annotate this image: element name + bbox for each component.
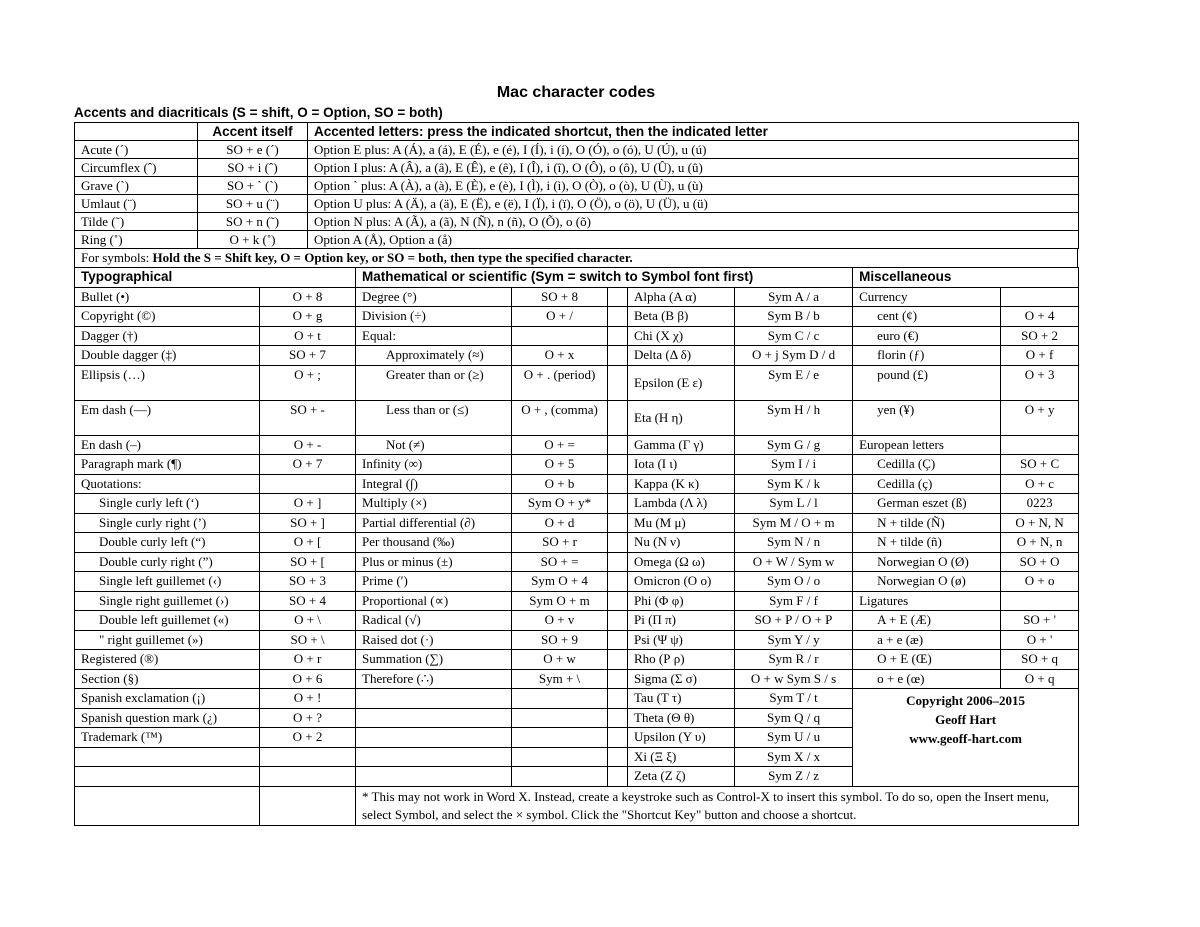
math-name: Infinity (∞) [356, 455, 512, 475]
typo-name: " right guillemet (») [75, 630, 260, 650]
greek-name: Theta (Θ θ) [628, 708, 735, 728]
misc-shortcut: SO + 2 [1001, 326, 1079, 346]
greek-name: Chi (Χ χ) [628, 326, 735, 346]
math-spacer [608, 346, 628, 366]
symbols-header-cell: Typographical [75, 268, 356, 288]
math-name [356, 747, 512, 767]
footnote-row [75, 786, 1079, 825]
misc-name: N + tilde (ñ) [853, 533, 1001, 553]
math-shortcut [512, 767, 608, 787]
typo-name: Double curly right (”) [75, 552, 260, 572]
misc-name: A + E (Æ) [853, 611, 1001, 631]
symbol-row [75, 552, 1079, 572]
math-name: Prime (′) [356, 572, 512, 592]
typo-shortcut [260, 767, 356, 787]
misc-shortcut: O + c [1001, 474, 1079, 494]
misc-name: Norwegian O (Ø) [853, 552, 1001, 572]
typo-name: En dash (–) [75, 435, 260, 455]
greek-name: Kappa (Κ κ) [628, 474, 735, 494]
typo-name: Dagger (†) [75, 326, 260, 346]
symbol-row [75, 346, 1079, 366]
document-page [74, 82, 1078, 826]
math-shortcut: Sym O + m [512, 591, 608, 611]
greek-shortcut: O + W / Sym w [735, 552, 853, 572]
greek-name: Beta (Β β) [628, 307, 735, 327]
misc-name: German eszet (ß) [853, 494, 1001, 514]
misc-name: Currency [853, 287, 1001, 307]
footnote: * This may not work in Word X. Instead, create a keystroke such as Control-X to insert this symbol. To do so, open the Insert menu, select Symbol, and select the × symbol. Click the "Shortcut Key" button and choose a shortcut. [356, 786, 1079, 825]
math-spacer [608, 689, 628, 709]
math-name: Plus or minus (±) [356, 552, 512, 572]
typo-name: Spanish exclamation (¡) [75, 689, 260, 709]
greek-name: Epsilon (Ε ε) [628, 365, 735, 400]
math-shortcut: SO + = [512, 552, 608, 572]
math-name: Therefore (∴) [356, 669, 512, 689]
symbols-intro-bold: Hold the S = Shift key, O = Option key, or SO = both, then type the specified character. [152, 250, 633, 265]
symbols-header-cell: Mathematical or scientific (Sym = switch to Symbol font first) [356, 268, 853, 288]
accent-name: Grave (`) [75, 177, 198, 195]
math-name [356, 767, 512, 787]
math-shortcut: O + / [512, 307, 608, 327]
symbol-row [75, 630, 1079, 650]
typo-shortcut: SO + \ [260, 630, 356, 650]
greek-name: Lambda (Λ λ) [628, 494, 735, 514]
math-spacer [608, 630, 628, 650]
misc-name: N + tilde (Ñ) [853, 513, 1001, 533]
math-name: Equal: [356, 326, 512, 346]
math-shortcut: O + d [512, 513, 608, 533]
math-shortcut [512, 708, 608, 728]
typo-shortcut: O + 2 [260, 728, 356, 748]
math-spacer [608, 307, 628, 327]
accents-header-cell: Accent itself [198, 123, 308, 141]
greek-shortcut: Sym A / a [735, 287, 853, 307]
misc-shortcut: O + N, N [1001, 513, 1079, 533]
typo-name: Section (§) [75, 669, 260, 689]
typo-shortcut: O + ? [260, 708, 356, 728]
typo-shortcut: SO + 7 [260, 346, 356, 366]
accent-row [75, 213, 1079, 231]
greek-name: Phi (Φ φ) [628, 591, 735, 611]
greek-shortcut: Sym C / c [735, 326, 853, 346]
greek-name: Upsilon (Υ υ) [628, 728, 735, 748]
misc-shortcut: O + y [1001, 400, 1079, 435]
greek-shortcut: Sym I / i [735, 455, 853, 475]
typo-shortcut: SO + [ [260, 552, 356, 572]
accent-name: Circumflex (ˆ) [75, 159, 198, 177]
misc-shortcut: SO + ' [1001, 611, 1079, 631]
accent-shortcut: O + k (˚) [198, 231, 308, 249]
greek-shortcut: Sym R / r [735, 650, 853, 670]
accented-letters: Option U plus: A (Ä), a (ä), E (Ë), e (ë), I (Ï), i (ï), O (Ö), o (ö), U (Ü), u (ü) [308, 195, 1079, 213]
accent-shortcut: SO + i (ˆ) [198, 159, 308, 177]
math-spacer [608, 400, 628, 435]
symbol-row [75, 591, 1079, 611]
misc-shortcut [1001, 435, 1079, 455]
math-spacer [608, 650, 628, 670]
greek-shortcut: Sym E / e [735, 365, 853, 400]
symbol-row [75, 474, 1079, 494]
math-spacer [608, 767, 628, 787]
greek-name: Iota (Ι ι) [628, 455, 735, 475]
accents-header-cell: Accented letters: press the indicated shortcut, then the indicated letter [308, 123, 1079, 141]
misc-name: a + e (æ) [853, 630, 1001, 650]
accent-name: Tilde (˜) [75, 213, 198, 231]
typo-shortcut: O + ; [260, 365, 356, 400]
typo-name: Double curly left (“) [75, 533, 260, 553]
typo-name: Double left guillemet («) [75, 611, 260, 631]
math-shortcut: Sym O + y* [512, 494, 608, 514]
typo-shortcut: O + t [260, 326, 356, 346]
math-name: Radical (√) [356, 611, 512, 631]
math-shortcut: O + , (comma) [512, 400, 608, 435]
typo-name [75, 767, 260, 787]
misc-shortcut: O + o [1001, 572, 1079, 592]
greek-shortcut: Sym O / o [735, 572, 853, 592]
symbols-table [74, 267, 1079, 826]
typo-name: Single curly right (’) [75, 513, 260, 533]
math-shortcut: O + x [512, 346, 608, 366]
symbol-row [75, 513, 1079, 533]
accent-shortcut: SO + n (˜) [198, 213, 308, 231]
accent-row [75, 177, 1079, 195]
symbol-row [75, 533, 1079, 553]
typo-name: Single left guillemet (‹) [75, 572, 260, 592]
accent-name: Acute (´) [75, 141, 198, 159]
greek-name: Mu (Μ μ) [628, 513, 735, 533]
misc-name: o + e (œ) [853, 669, 1001, 689]
typo-shortcut: O + r [260, 650, 356, 670]
math-spacer [608, 611, 628, 631]
symbol-row [75, 287, 1079, 307]
typo-shortcut: O + 6 [260, 669, 356, 689]
math-spacer [608, 326, 628, 346]
greek-shortcut: Sym U / u [735, 728, 853, 748]
misc-shortcut [1001, 287, 1079, 307]
misc-shortcut: O + q [1001, 669, 1079, 689]
math-name: Degree (°) [356, 287, 512, 307]
misc-shortcut: 0223 [1001, 494, 1079, 514]
greek-name: Gamma (Γ γ) [628, 435, 735, 455]
math-name: Partial differential (∂) [356, 513, 512, 533]
greek-shortcut: Sym M / O + m [735, 513, 853, 533]
greek-name: Omega (Ω ω) [628, 552, 735, 572]
math-name: Approximately (≈) [356, 346, 512, 366]
symbol-row [75, 400, 1079, 435]
greek-shortcut: Sym L / l [735, 494, 853, 514]
math-shortcut [512, 728, 608, 748]
math-name: Proportional (∝) [356, 591, 512, 611]
math-shortcut: O + v [512, 611, 608, 631]
greek-shortcut: Sym Q / q [735, 708, 853, 728]
math-shortcut: O + = [512, 435, 608, 455]
accent-shortcut: SO + ` (`) [198, 177, 308, 195]
symbol-row [75, 307, 1079, 327]
greek-shortcut: O + w Sym S / s [735, 669, 853, 689]
math-name: Raised dot (·) [356, 630, 512, 650]
typo-name [75, 747, 260, 767]
greek-name: Nu (Ν ν) [628, 533, 735, 553]
misc-name: Norwegian O (ø) [853, 572, 1001, 592]
copyright-line: Geoff Hart [935, 712, 997, 727]
misc-name: Cedilla (ç) [853, 474, 1001, 494]
math-spacer [608, 747, 628, 767]
greek-shortcut: Sym K / k [735, 474, 853, 494]
accent-row [75, 141, 1079, 159]
math-spacer [608, 455, 628, 475]
symbols-intro [74, 249, 1078, 267]
symbols-intro-plain: For symbols: [81, 250, 153, 265]
misc-shortcut: SO + q [1001, 650, 1079, 670]
typo-shortcut: SO + 4 [260, 591, 356, 611]
misc-name: Ligatures [853, 591, 1001, 611]
greek-shortcut: Sym Z / z [735, 767, 853, 787]
typo-shortcut: SO + ] [260, 513, 356, 533]
greek-shortcut: Sym Y / y [735, 630, 853, 650]
math-shortcut [512, 747, 608, 767]
accents-header-cell [75, 123, 198, 141]
symbol-row [75, 494, 1079, 514]
math-name: Integral (∫) [356, 474, 512, 494]
misc-name: pound (£) [853, 365, 1001, 400]
typo-shortcut: O + ! [260, 689, 356, 709]
math-shortcut [512, 326, 608, 346]
misc-shortcut: SO + C [1001, 455, 1079, 475]
math-name [356, 689, 512, 709]
greek-name: Tau (Τ τ) [628, 689, 735, 709]
accents-heading: Accents and diacriticals (S = shift, O = Option, SO = both) [74, 105, 443, 120]
math-shortcut: O + . (period) [512, 365, 608, 400]
typo-name: Spanish question mark (¿) [75, 708, 260, 728]
typo-name: Registered (®) [75, 650, 260, 670]
math-shortcut: O + b [512, 474, 608, 494]
accent-row [75, 195, 1079, 213]
typo-shortcut: SO + 3 [260, 572, 356, 592]
accent-row [75, 231, 1079, 249]
symbol-row [75, 611, 1079, 631]
symbol-row [75, 689, 1079, 709]
typo-name: Quotations: [75, 474, 260, 494]
accent-name: Ring (˚) [75, 231, 198, 249]
typo-shortcut: O + g [260, 307, 356, 327]
typo-name: Single curly left (‘) [75, 494, 260, 514]
copyright-line: Copyright 2006–2015 [906, 693, 1025, 708]
misc-name: Cedilla (Ç) [853, 455, 1001, 475]
misc-shortcut: O + 3 [1001, 365, 1079, 400]
misc-name: European letters [853, 435, 1001, 455]
greek-name: Omicron (Ο ο) [628, 572, 735, 592]
misc-name: euro (€) [853, 326, 1001, 346]
math-name: Per thousand (‰) [356, 533, 512, 553]
copyright-block [853, 689, 1079, 787]
accent-name: Umlaut (¨) [75, 195, 198, 213]
misc-name: florin (ƒ) [853, 346, 1001, 366]
math-spacer [608, 435, 628, 455]
accents-table [74, 122, 1079, 249]
symbol-row [75, 435, 1079, 455]
typo-name: Trademark (™) [75, 728, 260, 748]
greek-shortcut: Sym N / n [735, 533, 853, 553]
math-spacer [608, 708, 628, 728]
typo-shortcut: O + 7 [260, 455, 356, 475]
misc-name: cent (¢) [853, 307, 1001, 327]
symbols-header-cell: Miscellaneous [853, 268, 1079, 288]
misc-shortcut: O + ' [1001, 630, 1079, 650]
symbol-row [75, 669, 1079, 689]
greek-name: Xi (Ξ ξ) [628, 747, 735, 767]
typo-shortcut [260, 474, 356, 494]
greek-shortcut: Sym H / h [735, 400, 853, 435]
greek-name: Eta (Η η) [628, 400, 735, 435]
typo-shortcut: O + 8 [260, 287, 356, 307]
symbol-row [75, 650, 1079, 670]
math-spacer [608, 287, 628, 307]
empty-cell [260, 786, 356, 825]
greek-name: Zeta (Ζ ζ) [628, 767, 735, 787]
greek-shortcut: Sym T / t [735, 689, 853, 709]
math-shortcut: O + w [512, 650, 608, 670]
typo-name: Paragraph mark (¶) [75, 455, 260, 475]
symbol-row [75, 455, 1079, 475]
math-spacer [608, 494, 628, 514]
math-name: Multiply (×) [356, 494, 512, 514]
math-spacer [608, 669, 628, 689]
math-shortcut: Sym O + 4 [512, 572, 608, 592]
typo-name: Ellipsis (…) [75, 365, 260, 400]
math-shortcut: O + 5 [512, 455, 608, 475]
accents-header-row [75, 123, 1079, 141]
accented-letters: Option E plus: A (Á), a (á), E (É), e (é), I (Í), i (í), O (Ó), o (ó), U (Ú), u (ú) [308, 141, 1079, 159]
accented-letters: Option ` plus: A (À), a (à), E (È), e (è), I (Ì), i (ì), O (Ò), o (ò), U (Ù), u (ù) [308, 177, 1079, 195]
empty-cell [75, 786, 260, 825]
greek-name: Pi (Π π) [628, 611, 735, 631]
math-shortcut [512, 689, 608, 709]
symbols-header-row [75, 268, 1079, 288]
greek-name: Rho (Ρ ρ) [628, 650, 735, 670]
math-name: Greater than or (≥) [356, 365, 512, 400]
math-spacer [608, 474, 628, 494]
symbol-row [75, 326, 1079, 346]
math-name [356, 728, 512, 748]
misc-shortcut: O + N, n [1001, 533, 1079, 553]
math-shortcut: Sym + \ [512, 669, 608, 689]
math-shortcut: SO + 9 [512, 630, 608, 650]
misc-shortcut [1001, 591, 1079, 611]
greek-name: Delta (Δ δ) [628, 346, 735, 366]
greek-shortcut: Sym B / b [735, 307, 853, 327]
math-name: Division (÷) [356, 307, 512, 327]
math-spacer [608, 365, 628, 400]
accented-letters: Option A (Å), Option a (å) [308, 231, 1079, 249]
accent-row [75, 159, 1079, 177]
math-shortcut: SO + r [512, 533, 608, 553]
greek-shortcut: SO + P / O + P [735, 611, 853, 631]
greek-name: Psi (Ψ ψ) [628, 630, 735, 650]
page-title: Mac character codes [496, 84, 656, 101]
math-spacer [608, 513, 628, 533]
accented-letters: Option I plus: A (Â), a (â), E (Ê), e (ê), I (Î), i (î), O (Ô), o (ô), U (Û), u (û) [308, 159, 1079, 177]
math-spacer [608, 591, 628, 611]
typo-shortcut: SO + - [260, 400, 356, 435]
math-spacer [608, 552, 628, 572]
typo-shortcut: O + [ [260, 533, 356, 553]
greek-name: Sigma (Σ σ) [628, 669, 735, 689]
math-spacer [608, 728, 628, 748]
typo-shortcut: O + - [260, 435, 356, 455]
math-spacer [608, 533, 628, 553]
typo-name: Copyright (©) [75, 307, 260, 327]
typo-shortcut: O + \ [260, 611, 356, 631]
misc-shortcut: O + f [1001, 346, 1079, 366]
typo-name: Double dagger (‡) [75, 346, 260, 366]
math-name [356, 708, 512, 728]
greek-shortcut: Sym G / g [735, 435, 853, 455]
symbol-row [75, 572, 1079, 592]
misc-shortcut: O + 4 [1001, 307, 1079, 327]
greek-name: Alpha (Α α) [628, 287, 735, 307]
typo-name: Single right guillemet (›) [75, 591, 260, 611]
greek-shortcut: Sym X / x [735, 747, 853, 767]
accent-shortcut: SO + u (¨) [198, 195, 308, 213]
greek-shortcut: Sym F / f [735, 591, 853, 611]
greek-shortcut: O + j Sym D / d [735, 346, 853, 366]
symbol-row [75, 365, 1079, 400]
typo-name: Em dash (—) [75, 400, 260, 435]
misc-name: O + E (Œ) [853, 650, 1001, 670]
copyright-line: www.geoff-hart.com [909, 731, 1022, 746]
math-spacer [608, 572, 628, 592]
math-name: Less than or (≤) [356, 400, 512, 435]
accented-letters: Option N plus: A (Ã), a (ã), N (Ñ), n (ñ), O (Õ), o (õ) [308, 213, 1079, 231]
typo-shortcut [260, 747, 356, 767]
typo-name: Bullet (•) [75, 287, 260, 307]
accent-shortcut: SO + e (´) [198, 141, 308, 159]
misc-name: yen (¥) [853, 400, 1001, 435]
math-name: Summation (∑) [356, 650, 512, 670]
typo-shortcut: O + ] [260, 494, 356, 514]
math-name: Not (≠) [356, 435, 512, 455]
misc-shortcut: SO + O [1001, 552, 1079, 572]
math-shortcut: SO + 8 [512, 287, 608, 307]
